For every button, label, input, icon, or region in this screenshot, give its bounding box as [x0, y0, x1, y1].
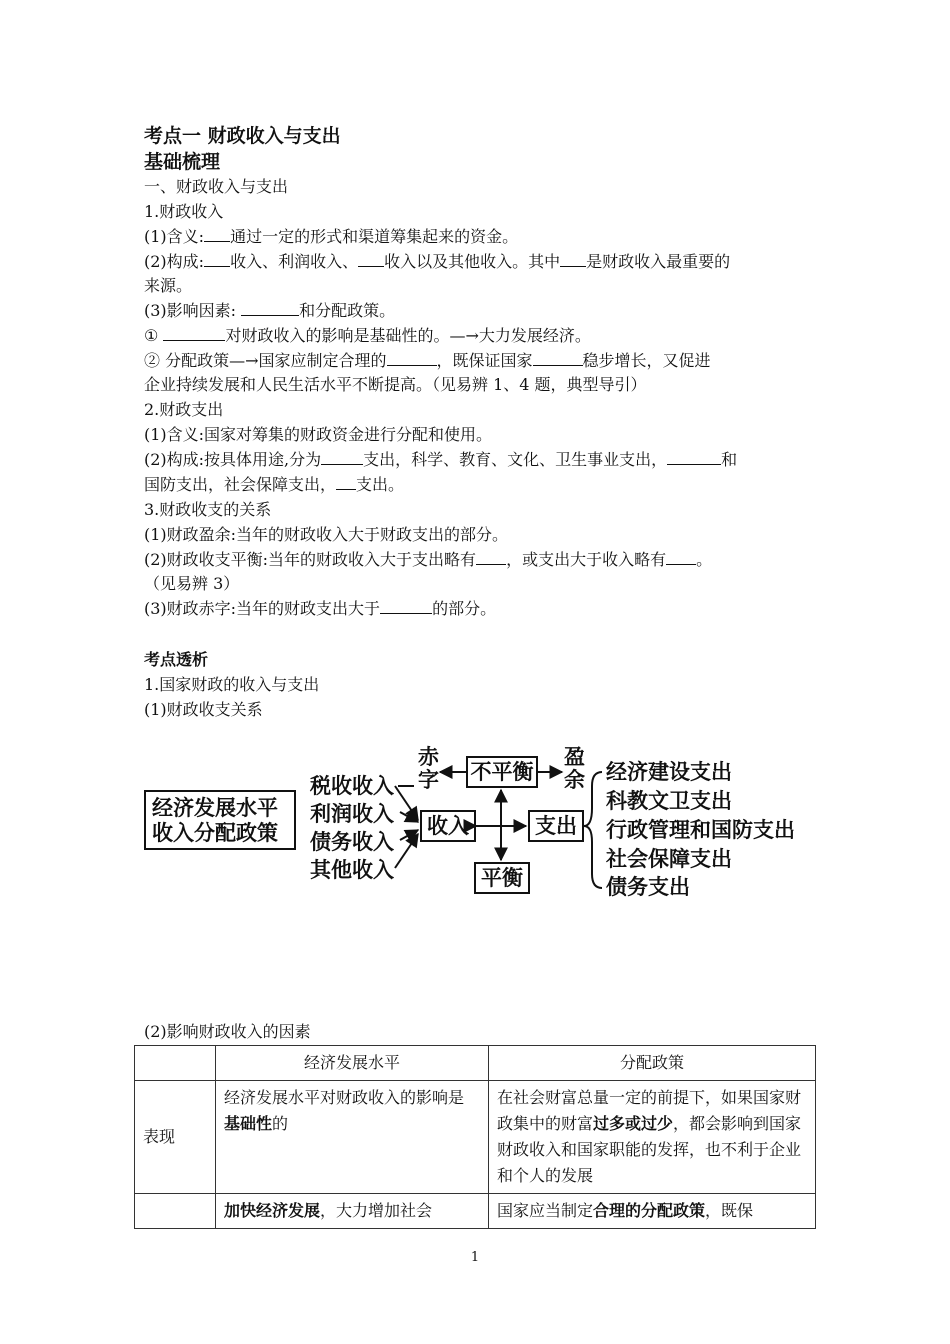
fill-blank [560, 250, 586, 267]
use-administration-defense: 行政管理和国防支出 [606, 818, 795, 842]
balance-box [474, 862, 530, 894]
revenue-composition: (2)构成: 收入、利润收入、 收入以及其他收入。其中 是财政收入最重要的 [144, 252, 731, 271]
page-number: 1 [470, 1250, 480, 1265]
fill-blank [204, 250, 230, 267]
table-cell: 加快经济发展，大力增加社会 [216, 1194, 489, 1229]
source-tax: 税收收入 [310, 774, 394, 798]
fill-blank [666, 548, 696, 565]
revenue-factors: (3)影响因素: 和分配政策。 [144, 301, 396, 320]
analysis-title: 考点透析 [144, 650, 209, 669]
subheading: 基础梳理 [144, 151, 221, 173]
use-science-education: 科教文卫支出 [606, 789, 732, 813]
fill-blank [204, 225, 230, 242]
table-cell: 国家应当制定合理的分配政策，既保 [489, 1194, 816, 1229]
item-expenditure: 2.财政支出 [144, 400, 224, 419]
fill-blank [321, 448, 363, 465]
expenditure-composition: (2)构成:按具体用途,分为 支出，科学、教育、文化、卫生事业支出， 和 [144, 450, 738, 469]
analysis-item-1: 1.国家财政的收入与支出 [144, 675, 320, 694]
fill-blank [163, 324, 225, 341]
use-social-security: 社会保障支出 [606, 847, 732, 871]
imbalance-label: 不平衡 [470, 760, 534, 784]
source-other: 其他收入 [310, 858, 394, 882]
table-header-cell: 经济发展水平 [216, 1046, 489, 1081]
factor-two: ② 分配政策—→国家应制定合理的 ，既保证国家 稳步增长，又促进 [144, 351, 711, 370]
surplus-label: 盈余 [564, 745, 585, 792]
table-header-row [135, 1046, 816, 1081]
item-revenue: 1.财政收入 [144, 202, 224, 221]
use-economic-construction: 经济建设支出 [606, 760, 732, 784]
relation-surplus: (1)财政盈余:当年的财政收入大于财政支出的部分。 [144, 525, 509, 544]
revenue-composition-cont: 来源。 [144, 276, 193, 295]
section-heading: 考点一 财政收入与支出 [144, 125, 341, 147]
expense-label: 支出 [535, 814, 577, 838]
row-label: 表现 [135, 1081, 216, 1194]
deficit-label: 赤字 [418, 745, 439, 792]
factor-one: ① 对财政收入的影响是基础性的。—→大力发展经济。 [144, 326, 591, 345]
outline-title: 一、财政收入与支出 [144, 177, 289, 196]
fill-blank [380, 597, 432, 614]
imbalance-box [466, 756, 538, 788]
revenue-definition: (1)含义: 通过一定的形式和渠道筹集起来的资金。 [144, 227, 519, 246]
balance-label: 平衡 [481, 866, 523, 890]
fill-blank [241, 299, 299, 316]
factors-table [134, 1045, 816, 1229]
factor-economy: 经济发展水平 [152, 796, 278, 820]
fill-blank [358, 250, 384, 267]
expenditure-composition-cont: 国防支出，社会保障支出， 支出。 [144, 475, 405, 494]
analysis-item-1-2: (2)影响财政收入的因素 [144, 1022, 311, 1041]
uses-brace [584, 772, 602, 888]
expense-box [528, 810, 584, 842]
table-row [135, 1081, 816, 1194]
table-cell: 在社会财富总量一定的前提下，如果国家财政集中的财富过多或过少，都会影响到国家财政收入和国家职能的发挥，也不利于企业和个人的发展 [489, 1081, 816, 1194]
fill-blank [387, 349, 437, 366]
fill-blank [476, 548, 506, 565]
arrow-line [395, 834, 418, 868]
table-row [135, 1194, 816, 1229]
factor-two-cont: 企业持续发展和人民生活水平不断提高。（见易辨 1、4 题，典型导引） [144, 375, 647, 394]
fill-blank [336, 473, 356, 490]
table-header-cell [135, 1046, 216, 1081]
finance-flow-diagram [140, 742, 820, 902]
use-debt: 债务支出 [606, 875, 690, 899]
item-relation: 3.财政收支的关系 [144, 500, 272, 519]
relation-deficit: (3)财政赤字:当年的财政支出大于 的部分。 [144, 599, 497, 618]
fill-blank [533, 349, 583, 366]
source-debt: 债务收入 [310, 830, 394, 854]
relation-balance-cont: （见易辨 3） [144, 574, 240, 593]
income-label: 收入 [427, 814, 469, 838]
relation-balance: (2)财政收支平衡:当年的财政收入大于支出略有 ，或支出大于收入略有 。 [144, 550, 713, 569]
table-header-cell: 分配政策 [489, 1046, 816, 1081]
fill-blank [667, 448, 721, 465]
table-cell: 经济发展水平对财政收入的影响是基础性的 [216, 1081, 489, 1194]
expenditure-definition: (1)含义:国家对筹集的财政资金进行分配和使用。 [144, 425, 493, 444]
analysis-item-1-1: (1)财政收支关系 [144, 700, 263, 719]
factor-distribution: 收入分配政策 [152, 821, 278, 845]
income-box [420, 810, 476, 842]
source-profit: 利润收入 [310, 802, 394, 826]
row-label [135, 1194, 216, 1229]
